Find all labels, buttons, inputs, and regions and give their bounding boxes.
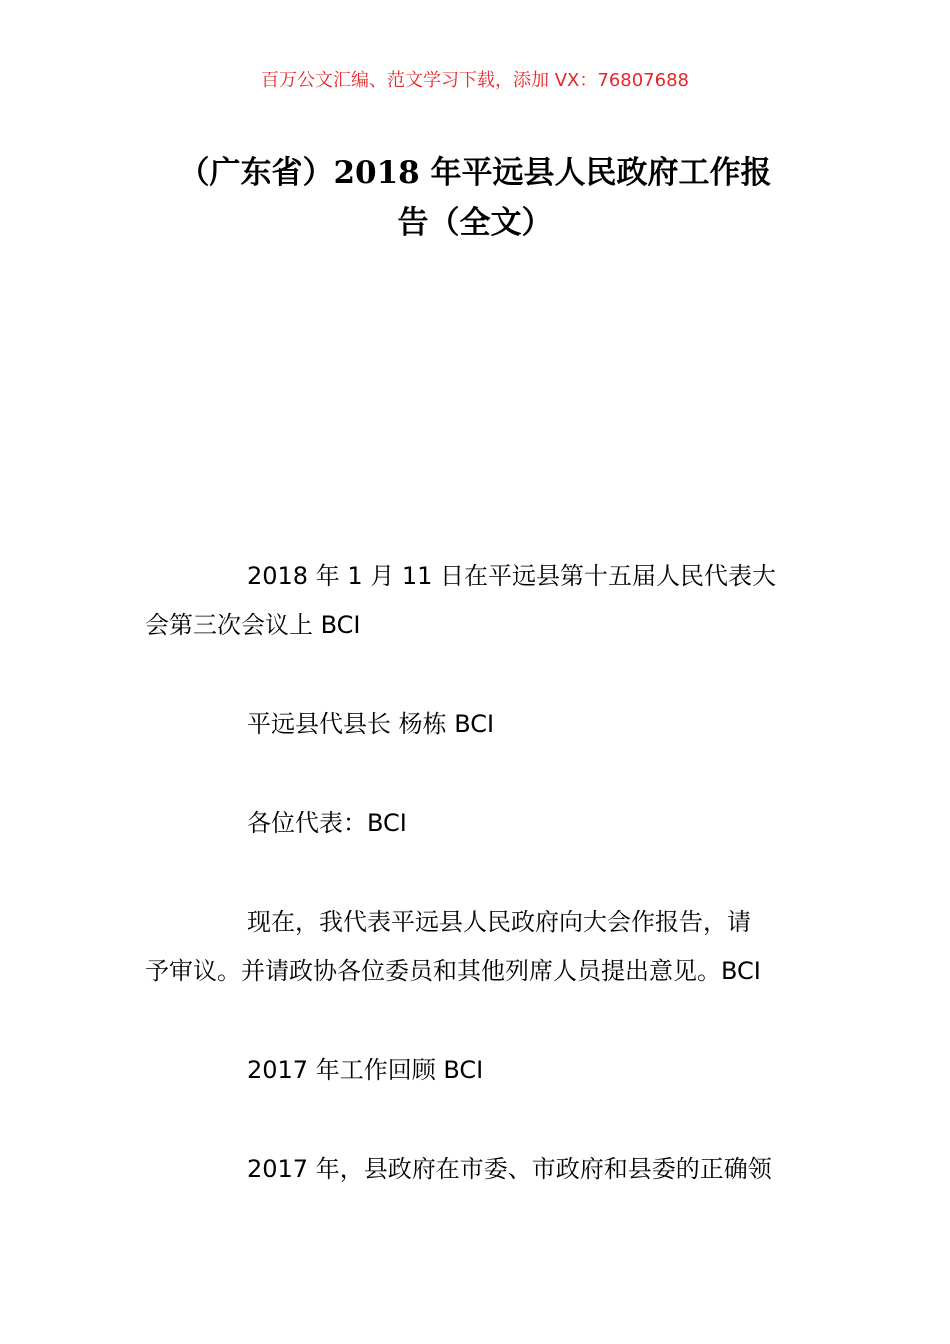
paragraph-review-start xyxy=(145,1145,807,1194)
header-note: 百万公文汇编、范文学习下载，添加 VX：76807688 xyxy=(261,70,689,91)
paragraph-line: 会第三次会议上 BCI xyxy=(145,611,361,639)
paragraph-line: 各位代表：BCI xyxy=(247,809,407,837)
paragraph-line: 2018 年 1 月 11 日在平远县第十五届人民代表大 xyxy=(247,562,777,590)
paragraph-salutation xyxy=(145,799,807,848)
paragraph-intro xyxy=(145,898,807,996)
paragraph-line: 平远县代县长 杨栋 BCI xyxy=(247,710,495,738)
paragraph-line: 现在，我代表平远县人民政府向大会作报告，请 xyxy=(247,908,751,936)
paragraph-line: 予审议。并请政协各位委员和其他列席人员提出意见。BCI xyxy=(145,957,761,985)
section-heading-review xyxy=(145,1046,807,1095)
paragraph-line: 2017 年，县政府在市委、市政府和县委的正确领 xyxy=(247,1155,772,1183)
title-line-2: 告（全文） xyxy=(397,205,553,241)
title-line-1: （广东省）2018 年平远县人民政府工作报 xyxy=(178,155,772,191)
paragraph-line: 2017 年工作回顾 BCI xyxy=(247,1056,484,1084)
document-body xyxy=(145,552,807,1244)
paragraph-meeting-info xyxy=(145,552,807,650)
paragraph-speaker xyxy=(145,700,807,749)
document-title xyxy=(145,148,805,248)
